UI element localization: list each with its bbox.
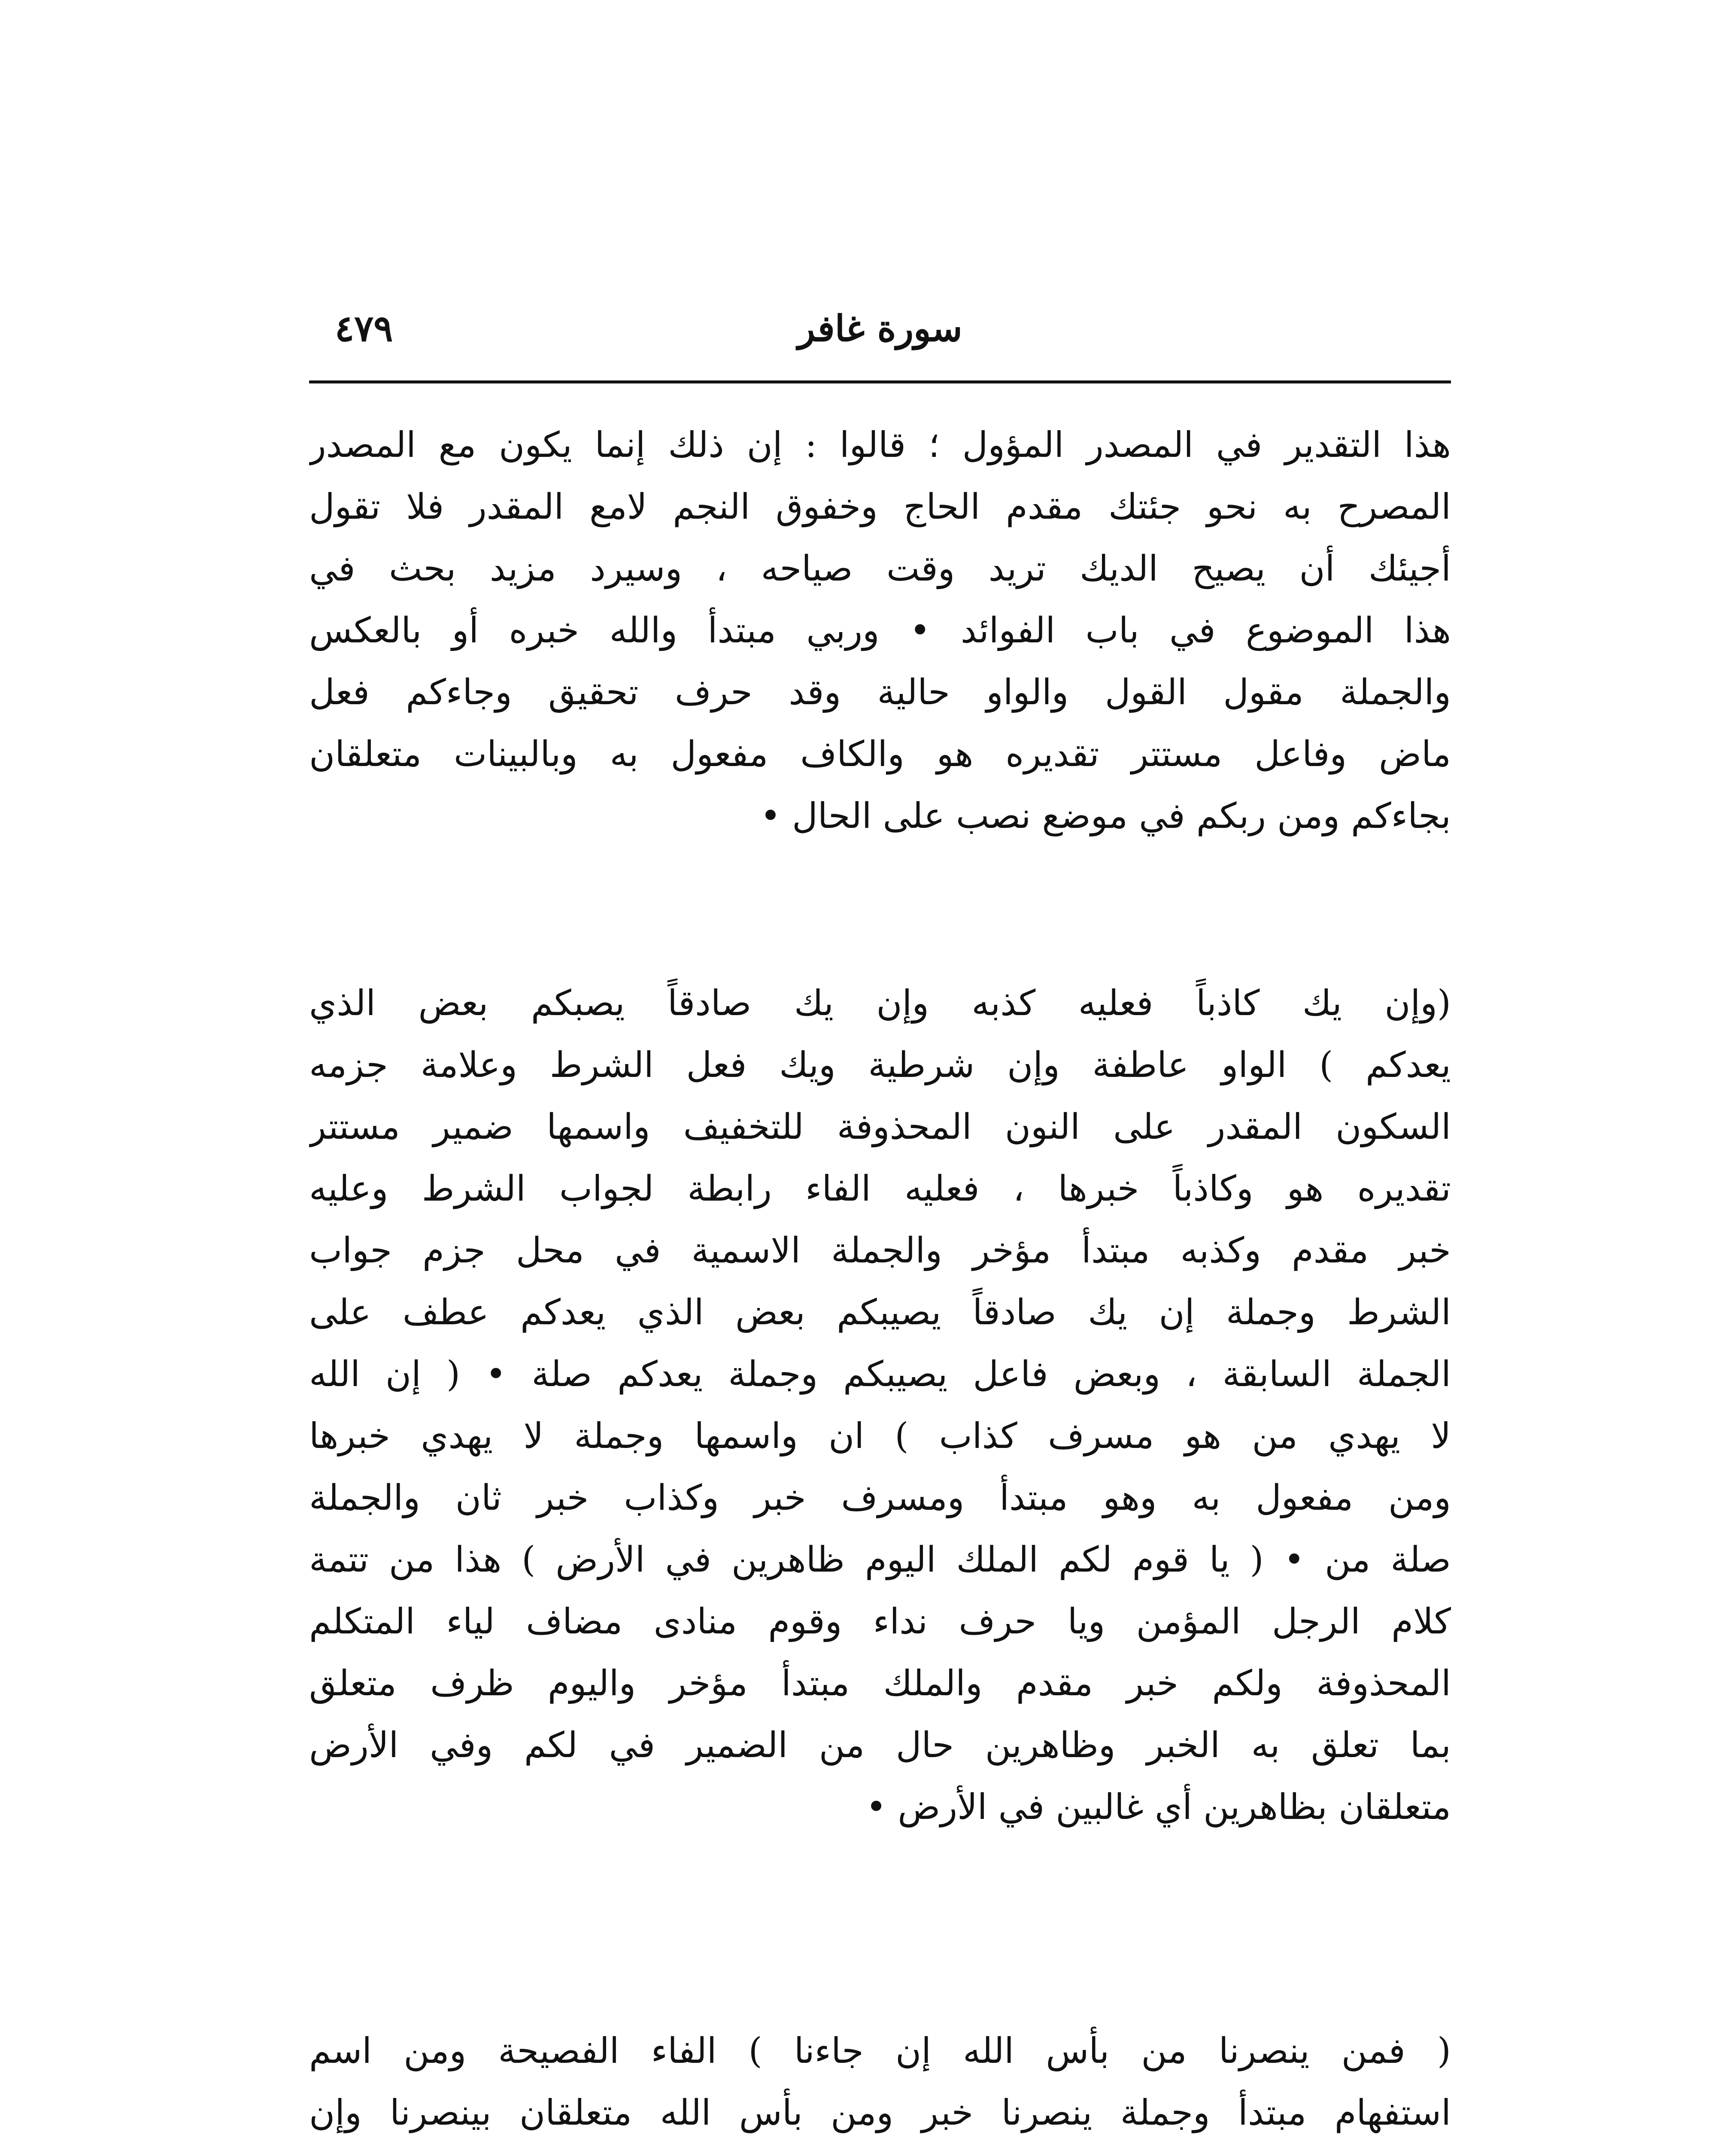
text-line: المصرح به نحو جئتك مقدم الحاج وخفوق النجم لامع المقدر فلا تقول	[309, 487, 1451, 527]
text-line: والجملة مقول القول والواو حالية وقد حرف تحقيق وجاءكم فعل	[309, 672, 1451, 713]
text-line: استفهام مبتدأ وجملة ينصرنا خبر ومن بأس الله متعلقان بينصرنا وإن	[309, 2092, 1451, 2133]
page-number: ٤٧٩	[335, 307, 393, 350]
text-line: هذا الموضوع في باب الفوائد • وربي مبتدأ والله خبره أو بالعكس	[309, 610, 1451, 651]
text-line: بما تعلق به الخبر وظاهرين حال من الضمير في لكم وفي الأرض	[309, 1725, 1451, 1766]
text-line: خبر مقدم وكذبه مبتدأ مؤخر والجملة الاسمية في محل جزم جواب	[309, 1230, 1451, 1271]
text-line: تقديره هو وكاذباً خبرها ، فعليه الفاء رابطة لجواب الشرط وعليه	[309, 1168, 1451, 1209]
text-line: كلام الرجل المؤمن ويا حرف نداء وقوم منادى مضاف لياء المتكلم	[309, 1601, 1451, 1642]
text-line: يعدكم ) الواو عاطفة وإن شرطية ويك فعل الشرط وعلامة جزمه	[309, 1045, 1451, 1086]
header-divider	[309, 380, 1451, 383]
text-line: السكون المقدر على النون المحذوفة للتخفيف واسمها ضمير مستتر	[309, 1107, 1451, 1147]
paragraph-2	[309, 973, 1451, 1838]
text-line: هذا التقدير في المصدر المؤول ؛ قالوا : إن ذلك إنما يكون مع المصدر	[309, 425, 1451, 465]
text-line: (وإن يك كاذباً فعليه كذبه وإن يك صادقاً يصبكم بعض الذي	[309, 983, 1451, 1024]
text-line: بجاءكم ومن ربكم في موضع نصب على الحال •	[760, 796, 1451, 836]
text-line: لا يهدي من هو مسرف كذاب ) ان واسمها وجملة لا يهدي خبرها	[309, 1416, 1451, 1457]
text-line: الشرط وجملة إن يك صادقاً يصيبكم بعض الذي يعدكم عطف على	[309, 1292, 1451, 1333]
text-line: ( فمن ينصرنا من بأس الله إن جاءنا ) الفاء الفصيحة ومن اسم	[309, 2031, 1451, 2071]
text-line: الجملة السابقة ، وبعض فاعل يصيبكم وجملة يعدكم صلة • ( إن الله	[309, 1354, 1451, 1395]
paragraph-1	[309, 414, 1451, 847]
text-line: ماض وفاعل مستتر تقديره هو والكاف مفعول به وبالبينات متعلقان	[309, 734, 1451, 775]
paragraph-3	[309, 2020, 1451, 2144]
text-line: ومن مفعول به وهو مبتدأ ومسرف خبر وكذاب خبر ثان والجملة	[309, 1478, 1451, 1518]
text-line: متعلقان بظاهرين أي غالبين في الأرض •	[865, 1787, 1451, 1828]
page-header	[309, 296, 1451, 361]
running-title: سورة غافر	[798, 307, 962, 350]
text-line: صلة من • ( يا قوم لكم الملك اليوم ظاهرين في الأرض ) هذا من تتمة	[309, 1539, 1451, 1580]
text-line: المحذوفة ولكم خبر مقدم والملك مبتدأ مؤخر واليوم ظرف متعلق	[309, 1663, 1451, 1704]
text-line: أجيئك أن يصيح الديك تريد وقت صياحه ، وسيرد مزيد بحث في	[309, 548, 1451, 589]
